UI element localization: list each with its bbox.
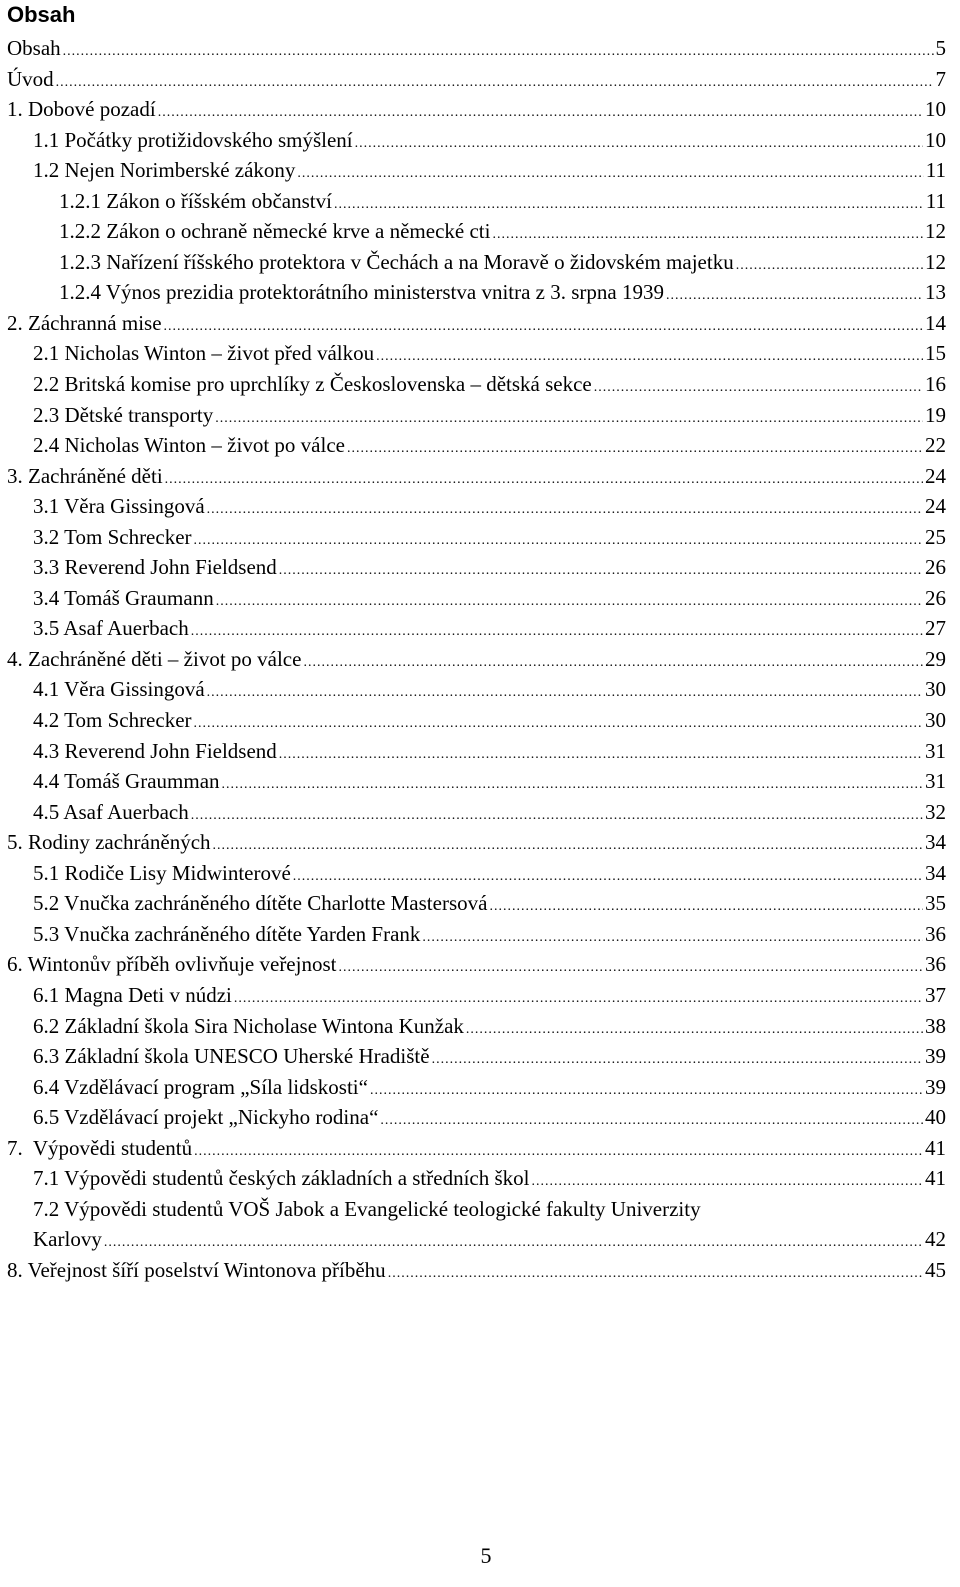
toc-entry-title: 4. Zachráněné děti – život po válce	[7, 644, 303, 675]
toc-entry-title: 3.1 Věra Gissingová	[33, 491, 207, 522]
toc-entry-title: 4.3 Reverend John Fieldsend	[33, 736, 279, 767]
toc-entry-title: 1.2.3 Nařízení říšského protektora v Čechách a na Moravě o židovském majetku	[59, 247, 736, 278]
toc-entry-page: 36	[923, 949, 960, 980]
toc-heading: Obsah	[7, 2, 76, 27]
toc-entry-title: 4.5 Asaf Auerbach	[33, 797, 191, 828]
toc-entry-title: 8. Veřejnost šíří poselství Wintonova příběhu	[7, 1255, 388, 1286]
toc-entry[interactable]	[0, 277, 960, 308]
toc-entry-page: 16	[923, 369, 960, 400]
toc-entry-title: 7.2 Výpovědi studentů VOŠ Jabok a Evangelické teologické fakulty Univerzity	[33, 1196, 701, 1221]
toc-entry-page: 31	[923, 736, 960, 767]
toc-entry[interactable]	[0, 94, 960, 125]
toc-entry-page: 7	[934, 64, 960, 95]
toc-entry-title: 2.3 Dětské transporty	[33, 400, 215, 431]
toc-entry-page: 11	[924, 155, 960, 186]
toc-entry[interactable]	[0, 919, 960, 950]
toc-entry-title: 1.1 Počátky protižidovského smýšlení	[33, 125, 355, 156]
toc-entry[interactable]	[0, 1224, 960, 1255]
toc-entry-title: 3.5 Asaf Auerbach	[33, 613, 191, 644]
toc-entry-page: 10	[923, 94, 960, 125]
toc-entry[interactable]	[0, 858, 960, 889]
toc-entry[interactable]	[0, 64, 960, 95]
dot-leader	[388, 1259, 923, 1290]
toc-entry[interactable]	[0, 186, 960, 217]
table-of-contents	[0, 33, 960, 1285]
toc-entry-page: 30	[923, 705, 960, 736]
toc-entry[interactable]	[0, 705, 960, 736]
toc-entry-title: 6.2 Základní škola Sira Nicholase Wintona Kunžak	[33, 1011, 466, 1042]
toc-entry-title: Úvod	[7, 64, 56, 95]
toc-entry-page: 32	[923, 797, 960, 828]
toc-entry-title: 5.3 Vnučka zachráněného dítěte Yarden Frank	[33, 919, 422, 950]
toc-entry[interactable]	[0, 1011, 960, 1042]
toc-entry-page: 14	[923, 308, 960, 339]
toc-entry-title: 6.4 Vzdělávací program „Síla lidskosti“	[33, 1072, 370, 1103]
toc-entry-page: 22	[923, 430, 960, 461]
toc-entry-title: 2. Záchranná mise	[7, 308, 164, 339]
toc-entry[interactable]	[0, 1072, 960, 1103]
toc-entry[interactable]	[0, 583, 960, 614]
toc-entry[interactable]	[0, 949, 960, 980]
toc-entry-page: 36	[923, 919, 960, 950]
toc-entry[interactable]	[0, 369, 960, 400]
toc-entry-page: 19	[923, 400, 960, 431]
toc-entry-page: 25	[923, 522, 960, 553]
toc-entry-title: 4.4 Tomáš Graumman	[33, 766, 222, 797]
toc-entry[interactable]	[0, 674, 960, 705]
toc-entry-page: 39	[923, 1041, 960, 1072]
toc-entry-page: 10	[923, 125, 960, 156]
toc-entry-page: 24	[923, 461, 960, 492]
toc-entry-title: 5.1 Rodiče Lisy Midwinterové	[33, 858, 293, 889]
toc-entry-page: 26	[923, 552, 960, 583]
toc-entry[interactable]	[0, 1133, 960, 1164]
toc-entry[interactable]	[0, 1102, 960, 1133]
toc-entry[interactable]	[0, 247, 960, 278]
toc-entry-title-continued: Karlovy	[33, 1224, 104, 1255]
toc-entry[interactable]	[0, 766, 960, 797]
toc-entry-page: 15	[923, 338, 960, 369]
toc-entry[interactable]	[0, 980, 960, 1011]
toc-entry-title: 3. Zachráněné děti	[7, 461, 165, 492]
toc-entry-page: 35	[923, 888, 960, 919]
toc-entry[interactable]	[0, 552, 960, 583]
toc-entry-page: 27	[923, 613, 960, 644]
toc-entry[interactable]	[0, 644, 960, 675]
toc-entry[interactable]	[0, 1041, 960, 1072]
toc-entry-page: 34	[923, 827, 960, 858]
toc-entry[interactable]	[0, 1163, 960, 1194]
toc-entry[interactable]	[0, 308, 960, 339]
toc-entry-page: 40	[923, 1102, 960, 1133]
toc-entry-title: 7.1 Výpovědi studentů českých základních a středních škol	[33, 1163, 532, 1194]
toc-entry-page: 34	[923, 858, 960, 889]
toc-entry-title: 3.4 Tomáš Graumann	[33, 583, 216, 614]
toc-entry[interactable]	[0, 400, 960, 431]
toc-entry-title: 5. Rodiny zachráněných	[7, 827, 213, 858]
toc-entry-title: 6. Wintonův příběh ovlivňuje veřejnost	[7, 949, 338, 980]
toc-entry-title: 2.1 Nicholas Winton – život před válkou	[33, 338, 376, 369]
toc-entry-page: 29	[923, 644, 960, 675]
toc-entry-title: 6.5 Vzdělávací projekt „Nickyho rodina“	[33, 1102, 380, 1133]
toc-entry-page: 12	[923, 216, 960, 247]
toc-entry[interactable]	[0, 1255, 960, 1286]
toc-entry-title: 4.1 Věra Gissingová	[33, 674, 207, 705]
toc-entry-title: 7. Výpovědi studentů	[7, 1133, 194, 1164]
toc-entry[interactable]	[0, 461, 960, 492]
toc-entry-page: 39	[923, 1072, 960, 1103]
toc-entry-title: 2.4 Nicholas Winton – život po válce	[33, 430, 347, 461]
toc-entry[interactable]	[0, 338, 960, 369]
toc-entry-page: 12	[923, 247, 960, 278]
toc-entry-title: Obsah	[7, 33, 63, 64]
toc-entry-title: 1.2.4 Výnos prezidia protektorátního ministerstva vnitra z 3. srpna 1939	[59, 277, 666, 308]
toc-entry-title: 2.2 Britská komise pro uprchlíky z Československa – dětská sekce	[33, 369, 594, 400]
page-number: 5	[480, 1543, 492, 1568]
toc-entry-title: 1.2 Nejen Norimberské zákony	[33, 155, 297, 186]
toc-entry[interactable]	[0, 613, 960, 644]
toc-entry-title: 6.1 Magna Deti v núdzi	[33, 980, 234, 1011]
toc-entry-page: 31	[923, 766, 960, 797]
toc-entry[interactable]	[0, 797, 960, 828]
toc-entry-page: 38	[923, 1011, 960, 1042]
toc-entry-page: 41	[923, 1163, 960, 1194]
toc-entry-page: 37	[923, 980, 960, 1011]
toc-entry[interactable]	[0, 827, 960, 858]
toc-entry-page: 30	[923, 674, 960, 705]
toc-entry-page: 13	[923, 277, 960, 308]
toc-entry-page: 42	[923, 1224, 960, 1255]
toc-entry[interactable]	[0, 33, 960, 64]
toc-entry[interactable]	[0, 491, 960, 522]
toc-entry-title: 1.2.1 Zákon o říšském občanství	[59, 186, 334, 217]
toc-entry-page: 24	[923, 491, 960, 522]
toc-entry-page: 26	[923, 583, 960, 614]
toc-entry[interactable]	[0, 522, 960, 553]
toc-entry[interactable]	[0, 888, 960, 919]
toc-entry-title: 1. Dobové pozadí	[7, 94, 158, 125]
toc-entry-wrapped-first-line[interactable]	[0, 1194, 960, 1225]
toc-entry[interactable]	[0, 125, 960, 156]
toc-entry-page: 5	[934, 33, 960, 64]
toc-entry-title: 6.3 Základní škola UNESCO Uherské Hradiště	[33, 1041, 432, 1072]
toc-entry-page: 11	[924, 186, 960, 217]
toc-entry-page: 45	[923, 1255, 960, 1286]
toc-entry-page: 41	[923, 1133, 960, 1164]
toc-entry[interactable]	[0, 216, 960, 247]
toc-entry[interactable]	[0, 155, 960, 186]
toc-entry[interactable]	[0, 736, 960, 767]
toc-entry-title: 3.3 Reverend John Fieldsend	[33, 552, 279, 583]
toc-entry[interactable]	[0, 430, 960, 461]
toc-entry-title: 1.2.2 Zákon o ochraně německé krve a německé cti	[59, 216, 492, 247]
toc-entry-title: 5.2 Vnučka zachráněného dítěte Charlotte Mastersová	[33, 888, 489, 919]
toc-entry-title: 3.2 Tom Schrecker	[33, 522, 194, 553]
toc-entry-title: 4.2 Tom Schrecker	[33, 705, 194, 736]
